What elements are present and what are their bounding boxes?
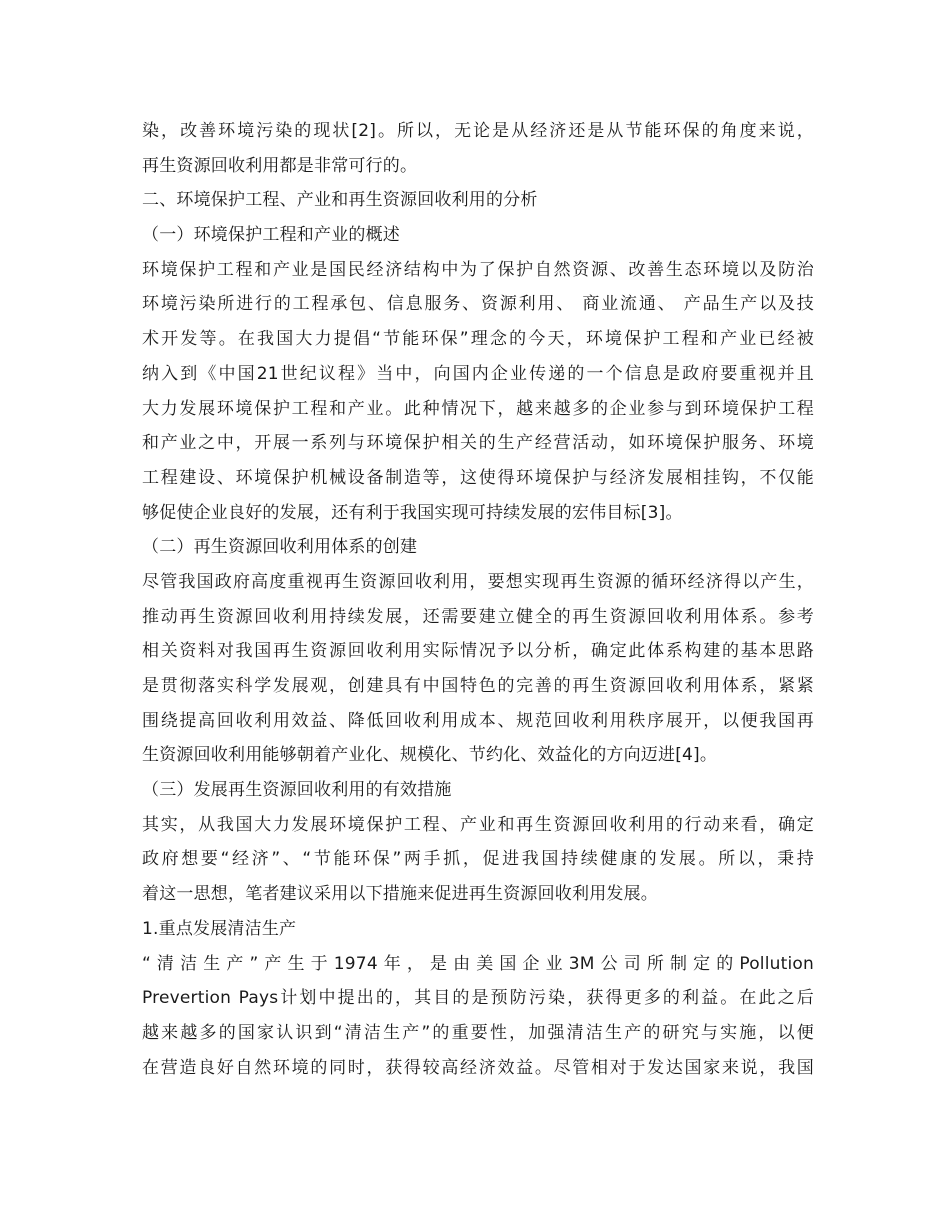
body-line: 其实，从我国大力发展环境保护工程、产业和再生资源回收利用的行动来看，确定 bbox=[142, 814, 814, 835]
body-line: 环境保护工程和产业是国民经济结构中为了保护自然资源、改善生态环境以及防治 bbox=[142, 259, 814, 280]
body-line: 够促使企业良好的发展，还有利于我国实现可持续发展的宏伟目标[3]。 bbox=[142, 502, 683, 523]
body-line: 再生资源回收利用都是非常可行的。 bbox=[142, 155, 418, 176]
body-line: 政府想要“经济”、“节能环保”两手抓，促进我国持续健康的发展。所以，秉持 bbox=[142, 849, 814, 870]
body-line: 在营造良好自然环境的同时，获得较高经济效益。尽管相对于发达国家来说，我国 bbox=[142, 1057, 814, 1078]
numbered-heading: 1.重点发展清洁生产 bbox=[142, 918, 297, 939]
body-line: 术开发等。在我国大力提倡“节能环保”理念的今天，环境保护工程和产业已经被 bbox=[142, 329, 814, 350]
body-line: 纳入到《中国21世纪议程》当中，向国内企业传递的一个信息是政府要重视并且 bbox=[142, 363, 814, 384]
body-line: 工程建设、环境保护机械设备制造等，这使得环境保护与经济发展相挂钩，不仅能 bbox=[142, 467, 814, 488]
body-line: 是贯彻落实科学发展观，创建具有中国特色的完善的再生资源回收利用体系，紧紧 bbox=[142, 676, 814, 696]
document-body bbox=[142, 114, 814, 1085]
body-line: Prevertion Pays计划中提出的，其目的是预防污染，获得更多的利益。在此之后 bbox=[142, 988, 814, 1009]
body-line: 生资源回收利用能够朝着产业化、规模化、节约化、效益化的方向迈进[4]。 bbox=[142, 745, 718, 766]
section-heading: 二、环境保护工程、产业和再生资源回收利用的分析 bbox=[142, 190, 538, 211]
body-line: 着这一思想，笔者建议采用以下措施来促进再生资源回收利用发展。 bbox=[142, 884, 658, 905]
body-line: 染，改善环境污染的现状[2]。所以，无论是从经济还是从节能环保的角度来说， bbox=[142, 121, 814, 141]
body-line: “清洁生产”产生于1974年，是由美国企业3M公司所制定的Pollution bbox=[142, 953, 814, 974]
body-line: 相关资料对我国再生资源回收利用实际情况予以分析，确定此体系构建的基本思路 bbox=[142, 641, 814, 662]
body-line: 越来越多的国家认识到“清洁生产”的重要性，加强清洁生产的研究与实施，以便 bbox=[142, 1022, 814, 1043]
body-line: 推动再生资源回收利用持续发展，还需要建立健全的再生资源回收利用体系。参考 bbox=[142, 606, 814, 627]
subsection-heading: （一）环境保护工程和产业的概述 bbox=[142, 225, 400, 246]
body-line: 围绕提高回收利用效益、降低回收利用成本、规范回收利用秩序展开，以便我国再 bbox=[142, 710, 814, 731]
body-line: 尽管我国政府高度重视再生资源回收利用，要想实现再生资源的循环经济得以产生， bbox=[142, 571, 814, 592]
body-line: 环境污染所进行的工程承包、信息服务、资源利用、 商业流通、 产品生产以及技 bbox=[142, 294, 814, 315]
body-line: 和产业之中，开展一系列与环境保护相关的生产经营活动，如环境保护服务、环境 bbox=[142, 433, 814, 454]
subsection-heading: （三）发展再生资源回收利用的有效措施 bbox=[142, 780, 452, 801]
subsection-heading: （二）再生资源回收利用体系的创建 bbox=[142, 537, 418, 558]
body-line: 大力发展环境保护工程和产业。此种情况下，越来越多的企业参与到环境保护工程 bbox=[142, 398, 814, 419]
